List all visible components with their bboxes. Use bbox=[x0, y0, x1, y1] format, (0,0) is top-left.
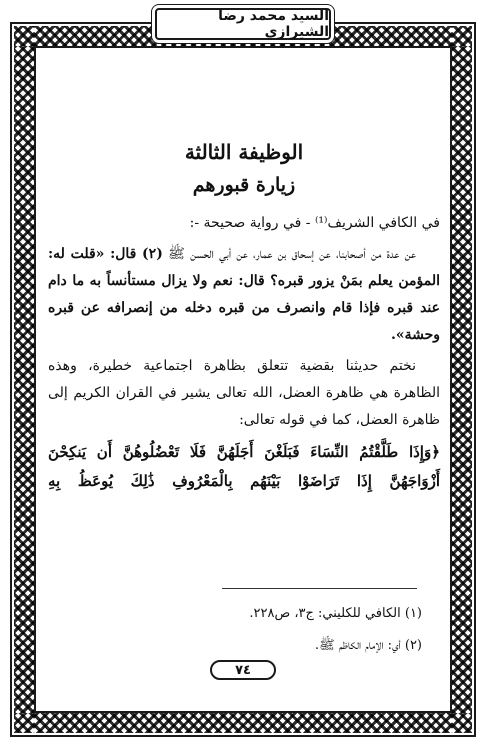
footnotes bbox=[60, 598, 422, 662]
intro-paragraph: في الكافي الشريف⁽¹⁾ - في رواية صحيحة -: bbox=[189, 215, 440, 231]
honorific-glyph: ﷺ bbox=[168, 246, 185, 262]
chapter-title: الوظيفة الثالثة bbox=[184, 140, 304, 164]
section-title: زيارة قبورهم bbox=[192, 174, 296, 196]
page-body bbox=[48, 128, 440, 496]
page-number: ٧٤ bbox=[210, 660, 276, 680]
footnote-separator bbox=[222, 588, 417, 589]
hadith-chain: عن عدة من أصحابنا، عن إسحاق بن عمار، عن أبي الحسن bbox=[190, 246, 416, 262]
footnote-1: (١) الكافي للكليني: ج٣، ص٢٢٨. bbox=[249, 606, 422, 621]
hadith-text: (٢) قال: «قلت له: المؤمن يعلم بمَنْ يزور قبره؟ قال: نعم ولا يزال مستأنساً به ما دام عند قبره فإذا قام وانصرف من قبره دخله من إنصرافه عن قبره وحشة». bbox=[48, 246, 440, 343]
quran-verse: ﴿وَإِذَا طَلَّقْتُمُ النِّسَاءَ فَبَلَغْنَ أَجَلَهُنَّ فَلَا تَعْضُلُوهُنَّ أَن يَنكِحْنَ أَزْوَاجَهُنَّ إِذَا تَرَاضَوْا بَيْنَهُم بِالْمَعْرُوفِ ذَٰلِكَ يُوعَظُ بِهِ bbox=[48, 443, 440, 490]
footnote-2: (٢) أي: الإمام الكاظم ﷺ. bbox=[314, 638, 422, 653]
closing-paragraph: نختم حديثنا بقضية تتعلق بظاهرة اجتماعية خطيرة، وهذه الظاهرة هي ظاهرة العضل، الله تعالى يشير في القران الكريم إلى ظاهرة العضل، كما في قوله تعالى: bbox=[48, 358, 440, 428]
running-header-author: السيد محمد رضا الشيرازي bbox=[155, 8, 331, 40]
hadith-paragraph bbox=[48, 241, 440, 349]
